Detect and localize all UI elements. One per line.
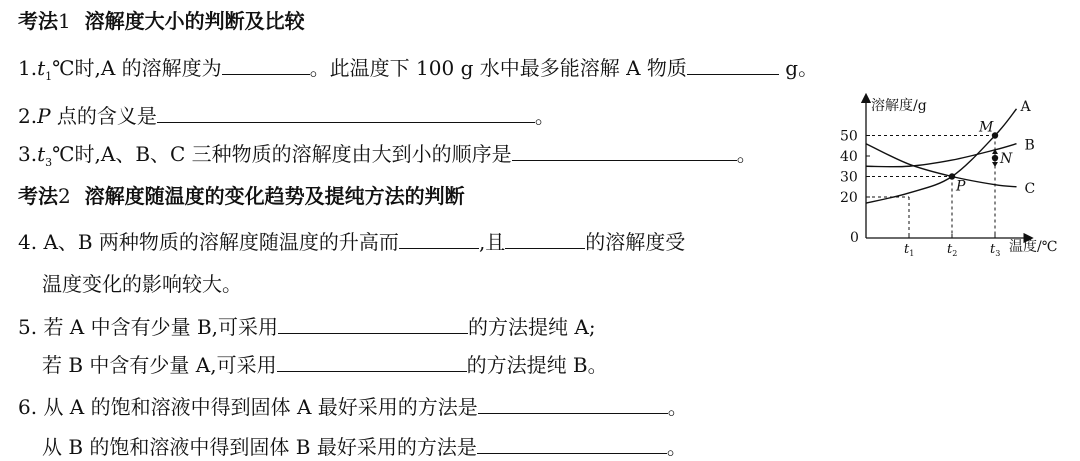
q4-blank-2[interactable] [505,230,585,249]
q3-number: 3. [18,142,38,166]
q6-blank-1[interactable] [478,395,668,414]
q5-blank-2[interactable] [277,353,467,372]
q1-text-c: g。 [778,56,819,80]
question-6-line-2 [42,434,687,460]
q3-text-a: 时,A、B、C 三种物质的溶解度由大到小的顺序是 [74,142,512,166]
q2-end: 。 [534,104,555,128]
section-2-prefix: 考法 [18,184,58,208]
q1-text-a: 时,A 的溶解度为 [74,56,222,80]
q1-t-var: t [37,56,46,80]
q1-unit: ℃ [52,56,75,80]
section-2-title: 溶解度随温度的变化趋势及提纯方法的判断 [84,184,465,208]
q6-text-b: 从 B 的饱和溶液中得到固体 B 最好采用的方法是 [42,435,477,459]
point-P [949,173,955,179]
q2-blank[interactable] [157,104,535,123]
q6-end-2: 。 [666,435,687,459]
q6-blank-2[interactable] [477,435,667,454]
x-tick-sub-t1: 1 [909,249,915,258]
chart-labels [840,97,1057,258]
chart-axes [866,98,1029,238]
x-tick-label-t2: $t_2$ [947,242,958,258]
question-3 [18,141,757,176]
point-N [992,155,998,161]
x-tick-sub-t2: 2 [952,249,958,258]
q5-text-b: 的方法提纯 A; [468,315,596,339]
q3-end: 。 [736,142,757,166]
series-label-A: A [1020,98,1031,115]
series-label-B: B [1024,137,1035,154]
question-4-line-1 [18,229,685,255]
section-2-heading [18,183,465,209]
point-label-M: M [979,119,994,136]
question-6-line-1 [18,394,688,420]
q4-text-b: ,且 [478,230,506,254]
point-label-P: P [956,178,966,195]
y-axis-label: 溶解度/g [871,98,927,114]
solubility-chart [830,92,1058,262]
section-1-prefix: 考法 [18,9,58,33]
q3-t-var: t [37,142,46,166]
origin-label: 0 [850,230,859,246]
q2-number: 2. [18,104,38,128]
series-label-C: C [1024,180,1036,197]
n-arrow-down [992,162,998,167]
q1-blank-2[interactable] [687,56,779,75]
x-axis-label: 温度/℃ [1009,239,1058,255]
q1-blank-1[interactable] [222,56,310,75]
y-tick-label-20: 20 [840,190,858,206]
q5-blank-1[interactable] [278,315,468,334]
q6-end-1: 。 [667,395,688,419]
q5-text-a: 5. 若 A 中含有少量 B,可采用 [18,315,279,339]
q4-text-a: 4. A、B 两种物质的溶解度随温度的升高而 [18,230,399,254]
section-2-number: 2 [58,184,71,208]
question-1 [18,55,818,90]
y-tick-label-30: 30 [840,169,858,186]
q4-blank-1[interactable] [399,230,479,249]
y-tick-label-40: 40 [840,149,858,165]
q2-p-var: P [37,104,51,128]
point-label-N: N [1000,151,1013,168]
section-1-number: 1 [58,9,71,33]
x-tick-label-t3: $t_3$ [990,242,1001,258]
q3-blank[interactable] [512,142,737,161]
q3-unit: ℃ [52,142,75,166]
q1-number: 1. [18,56,38,80]
x-tick-sub-t3: 3 [995,249,1001,258]
q6-text-a: 6. 从 A 的饱和溶液中得到固体 A 最好采用的方法是 [18,395,478,419]
q5-text-d: 的方法提纯 B。 [466,353,608,377]
question-5-line-2 [42,352,608,378]
section-1-title: 溶解度大小的判断及比较 [84,9,305,33]
q1-t-sub: 1 [45,70,53,83]
q4-text-c: 的溶解度受 [585,230,686,254]
question-5-line-1 [18,314,596,340]
question-2 [18,103,555,129]
x-tick-label-t1: $t_1$ [904,242,915,258]
question-4-line-2: 温度变化的影响较大。 [42,272,242,296]
q2-text-a: 点的含义是 [50,104,157,128]
q5-text-c: 若 B 中含有少量 A,可采用 [42,353,277,377]
q1-text-b: 。此温度下 100 g 水中最多能溶解 A 物质 [309,56,687,80]
section-1-heading [18,8,305,34]
q3-t-sub: 3 [45,156,53,169]
y-tick-label-50: 50 [840,128,858,145]
